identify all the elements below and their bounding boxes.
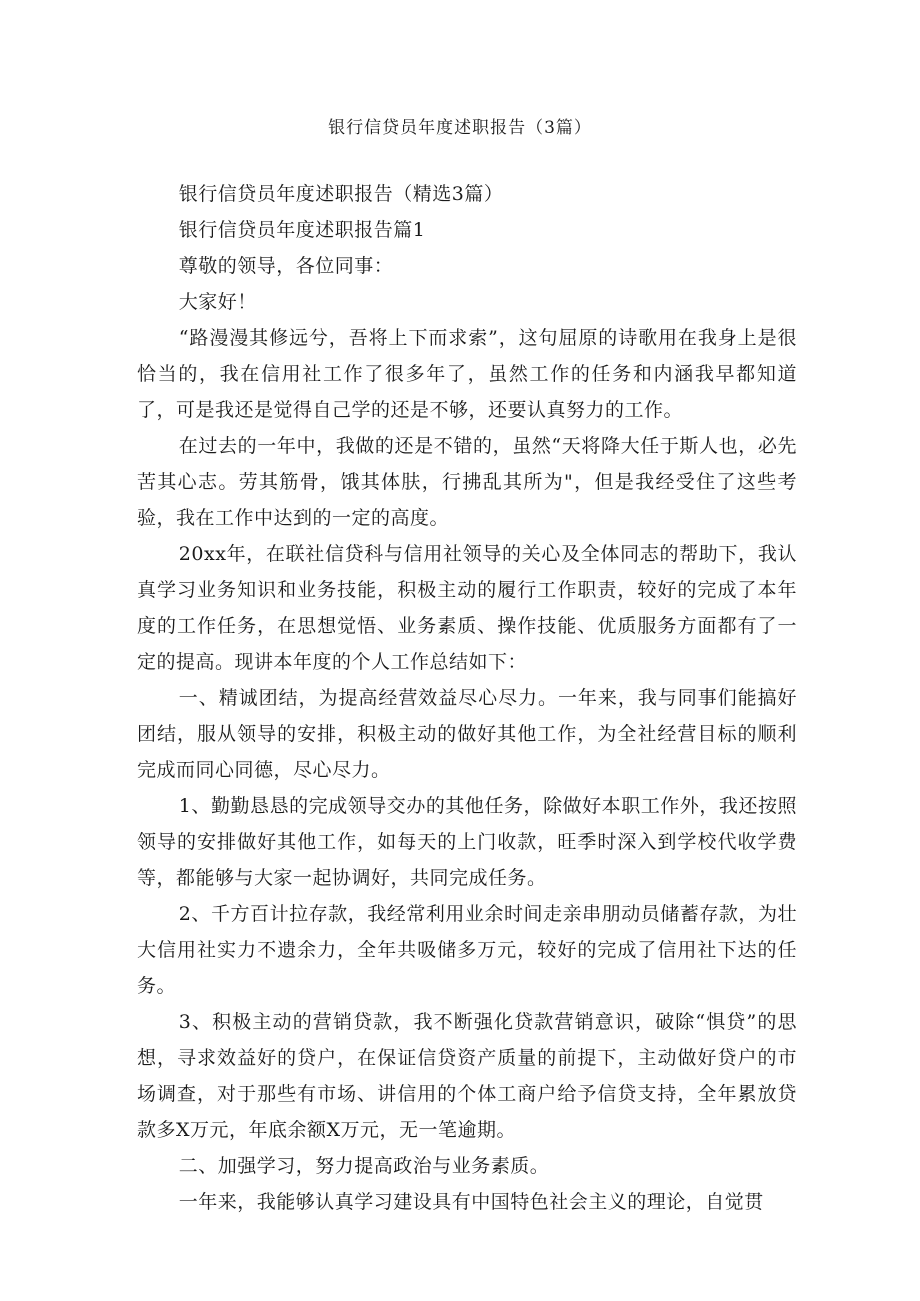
body-paragraph: 一、精诚团结，为提高经营效益尽心尽力。一年来，我与同事们能搞好团结，服从领导的安排，积极主动的做好其他工作，为全社经营目标的顺利完成而同心同德，尽心尽力。 xyxy=(137,687,797,781)
body-paragraph: 20xx年，在联社信贷科与信用社领导的关心及全体同志的帮助下，我认真学习业务知识和业务技能，积极主动的履行工作职责，较好的完成了本年度的工作任务，在思想觉悟、业务素质、操作技能、优质服务方面都有了一定的提高。现讲本年度的个人工作总结如下： xyxy=(137,543,797,673)
body-paragraph: 3、积极主动的营销贷款，我不断强化贷款营销意识，破除“惧贷”的思想，寻求效益好的贷户，在保证信贷资产质量的前提下，主动做好贷户的市场调查，对于那些有市场、讲信用的个体工商户给予信贷支持，全年累放贷款多X万元，年底余额X万元，无一笔逾期。 xyxy=(137,1011,797,1141)
greeting-paragraph: 大家好！ xyxy=(178,291,257,313)
section-heading-paragraph: 二、加强学习，努力提高政治与业务素质。 xyxy=(178,1155,550,1177)
subtitle-paragraph: 银行信贷员年度述职报告（精选3篇） xyxy=(178,183,504,205)
body-paragraph: 2、千方百计拉存款，我经常利用业余时间走亲串朋动员储蓄存款，为壮大信用社实力不遗余力，全年共吸储多万元，较好的完成了信用社下达的任务。 xyxy=(137,903,797,997)
body-paragraph: 1、勤勤恳恳的完成领导交办的其他任务，除做好本职工作外，我还按照领导的安排做好其他工作，如每天的上门收款，旺季时深入到学校代收学费等，都能够与大家一起协调好，共同完成任务。 xyxy=(137,795,797,889)
document-title: 银行信贷员年度述职报告（3篇） xyxy=(328,118,592,138)
document-body xyxy=(137,176,797,1220)
body-paragraph: 一年来，我能够认真学习建设具有中国特色社会主义的理论，自觉贯 xyxy=(178,1191,764,1213)
section-heading-paragraph: 银行信贷员年度述职报告篇1 xyxy=(178,219,426,241)
body-paragraph: 在过去的一年中，我做的还是不错的，虽然“天将降大任于斯人也，必先苦其心志。劳其筋骨，饿其体肤，行拂乱其所为"，但是我经受住了这些考验，我在工作中达到的一定的高度。 xyxy=(137,435,797,529)
salutation-paragraph: 尊敬的领导，各位同事： xyxy=(178,255,394,277)
body-paragraph: “路漫漫其修远兮，吾将上下而求索”，这句屈原的诗歌用在我身上是很恰当的，我在信用社工作了很多年了，虽然工作的任务和内涵我早都知道了，可是我还是觉得自己学的还是不够，还要认真努力的工作。 xyxy=(137,327,797,421)
